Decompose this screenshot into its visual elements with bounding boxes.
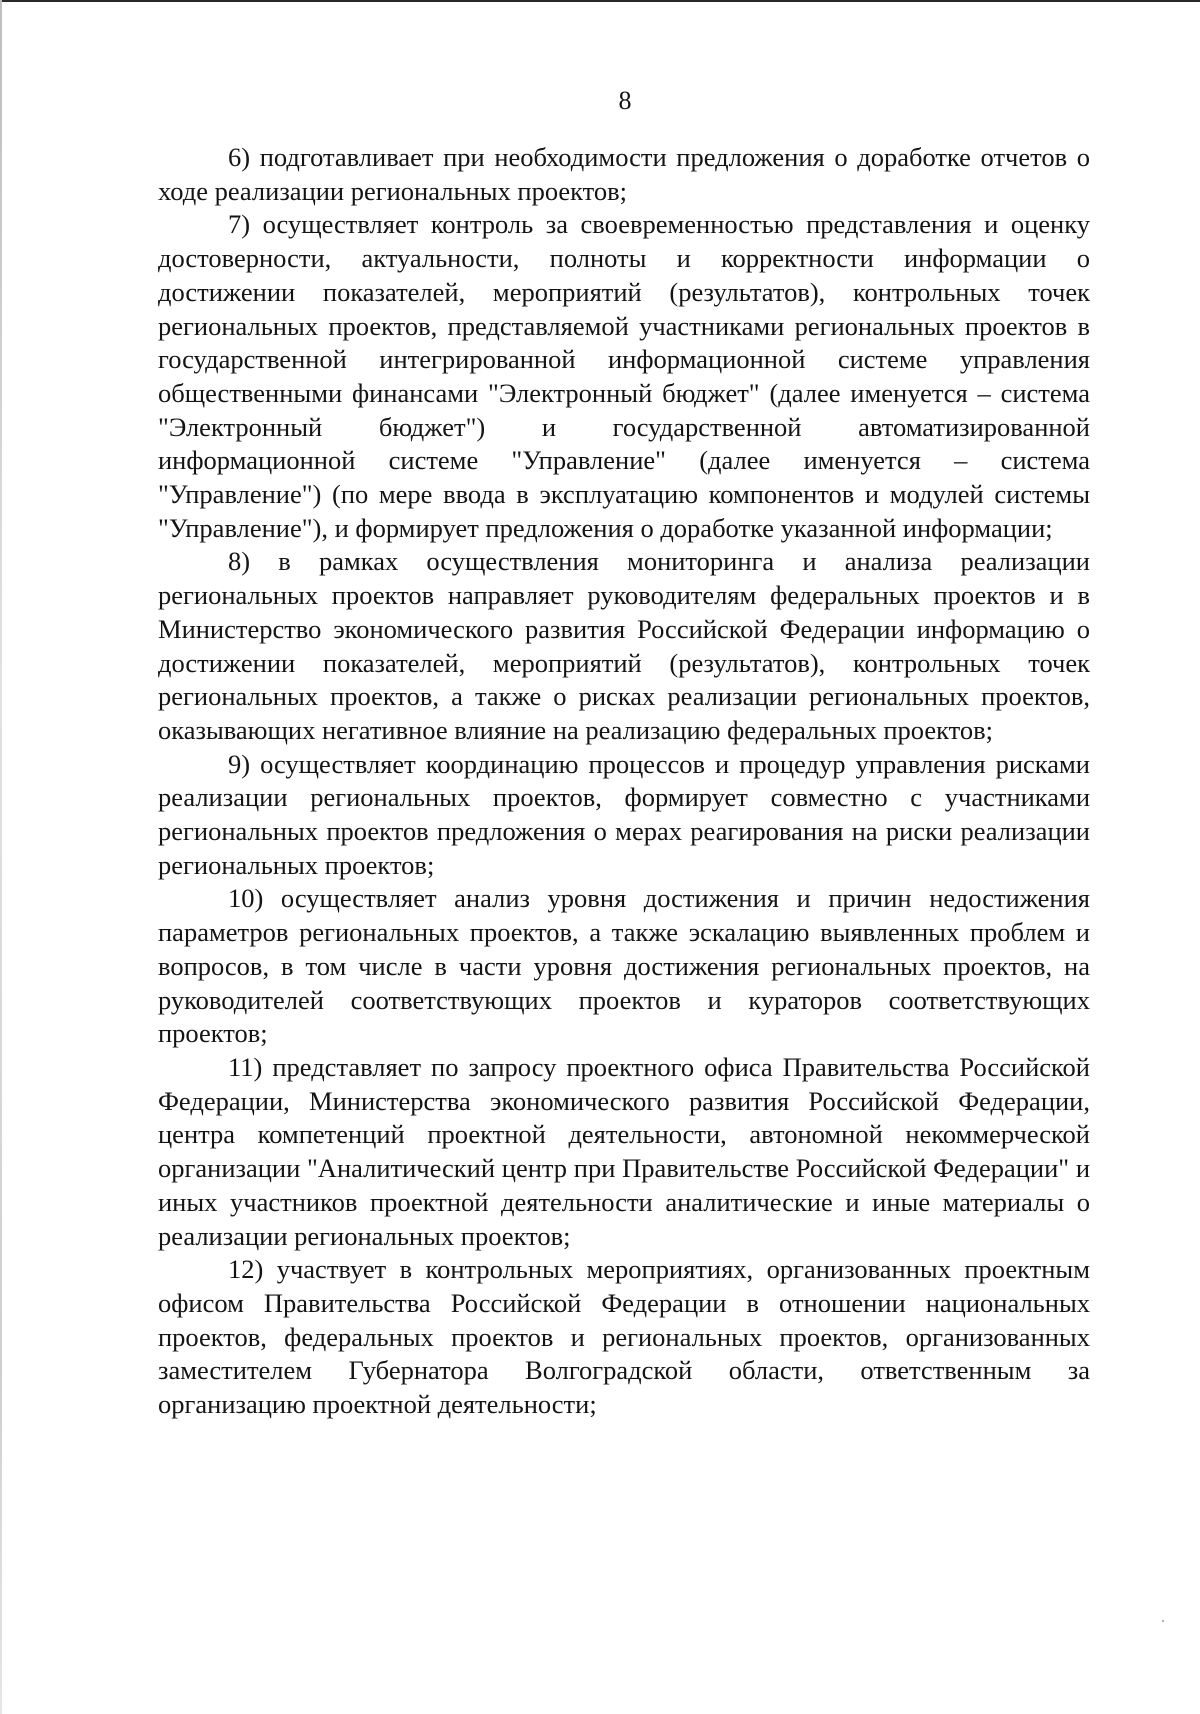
scan-speck	[1162, 1620, 1164, 1622]
list-item-7: 7) осуществляет контроль за своевременностью представления и оценку достоверности, актуальности, полноты и корректности информации о достижении показателей, мероприятий (результатов), контрольных точек региональных проектов, представляемой участниками региональных проектов в государственной интегрированной информационной системе управления общественными финансами "Электронный бюджет" (далее именуется – система "Электронный бюджет") и государственной автоматизированной информационной системе "Управление" (далее именуется – система "Управление") (по мере ввода в эксплуатацию компонентов и модулей системы "Управление"), и формирует предложения о доработке указанной информации;	[158, 209, 1090, 543]
scan-edge-left	[0, 0, 2, 1714]
list-item-12: 12) участвует в контрольных мероприятиях, организованных проектным офисом Правительства Российской Федерации в отношении национальных проектов, федеральных проектов и региональных проектов, организованных заместителем Губернатора Волгоградской области, ответственным за организацию проектной деятельности;	[158, 1254, 1090, 1420]
list-item-8: 8) в рамках осуществления мониторинга и анализа реализации региональных проектов направляет руководителям федеральных проектов и в Министерство экономического развития Российской Федерации информацию о достижении показателей, мероприятий (результатов), контрольных точек региональных проектов, а также о рисках реализации региональных проектов, оказывающих негативное влияние на реализацию федеральных проектов;	[158, 546, 1090, 745]
document-body	[158, 141, 1090, 1422]
page-number: 8	[618, 86, 632, 115]
list-item-9: 9) осуществляет координацию процессов и процедур управления рисками реализации региональных проектов, формирует совместно с участниками региональных проектов предложения о мерах реагирования на риски реализации региональных проектов;	[158, 748, 1090, 880]
list-item-11: 11) представляет по запросу проектного офиса Правительства Российской Федерации, Министерства экономического развития Российской Федерации, центра компетенций проектной деятельности, автономной некоммерческой организации "Аналитический центр при Правительстве Российской Федерации" и иных участников проектной деятельности аналитические и иные материалы о реализации региональных проектов;	[158, 1051, 1090, 1251]
scan-edge-top	[0, 0, 1200, 2]
list-item-6: 6) подготавливает при необходимости предложения о доработке отчетов о ходе реализации региональных проектов;	[158, 142, 1090, 206]
list-item-10: 10) осуществляет анализ уровня достижения и причин недостижения параметров региональных проектов, а также эскалацию выявленных проблем и вопросов, в том числе в части уровня достижения региональных проектов, на руководителей соответствующих проектов и кураторов соответствующих проектов;	[158, 883, 1090, 1049]
